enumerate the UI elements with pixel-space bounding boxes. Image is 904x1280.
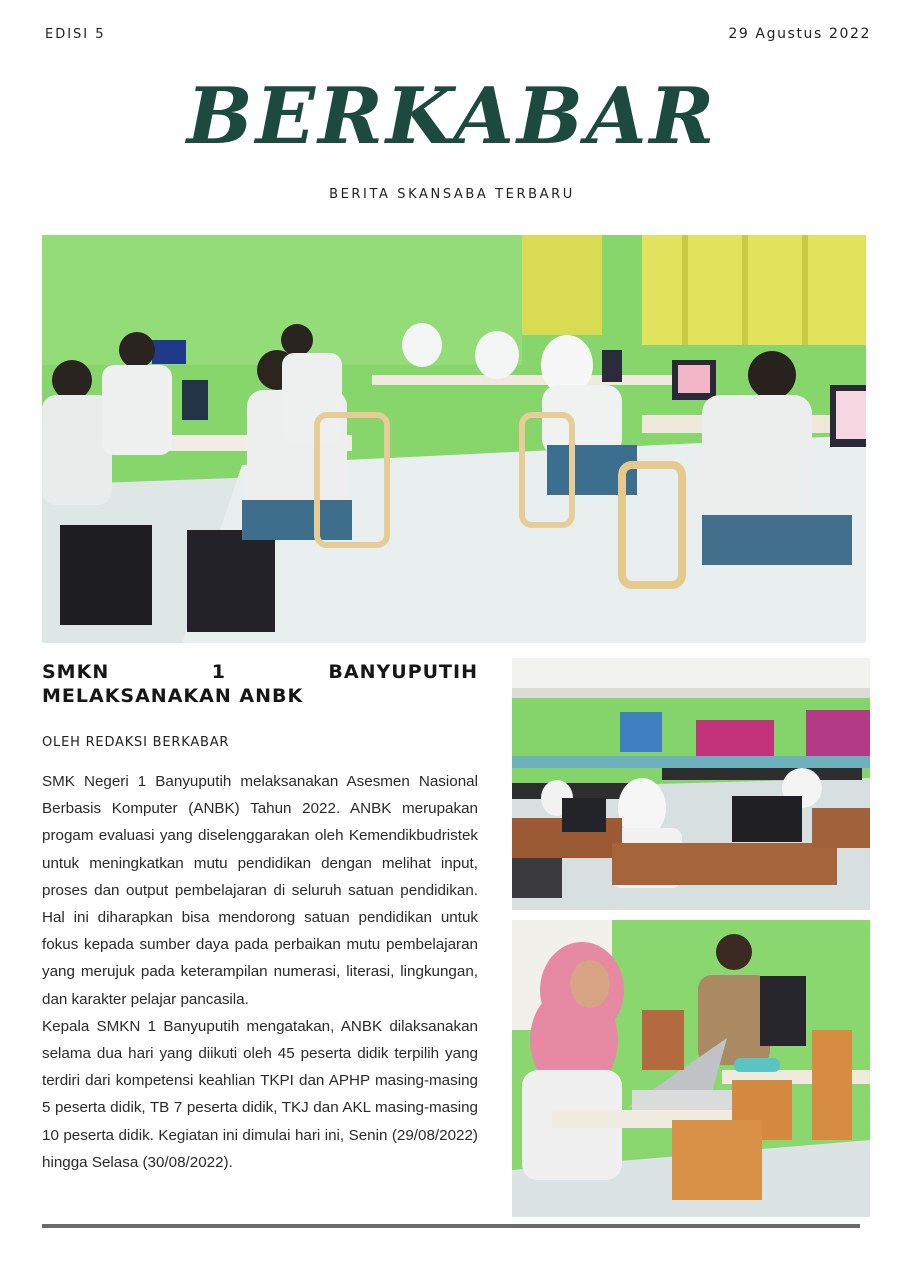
side-photo-classroom xyxy=(512,658,870,910)
article-byline: OLEH REDAKSI BERKABAR xyxy=(42,735,230,750)
article-paragraph: Kepala SMKN 1 Banyuputih mengatakan, ANBK dilaksanakan selama dua hari yang diikuti oleh 45 peserta didik terpilih yang terdiri dari kompetensi keahlian TKPI dan APHP masing-masing 5 peserta didik, TB 7 peserta didik, TKJ dan AKL masing-masing 10 peserta didik. Kegiatan ini dimulai hari ini, Senin (29/08/2022) hingga Selasa (30/08/2022). xyxy=(42,1017,478,1171)
article-headline: SMKN 1 BANYUPUTIH MELAKSANAKAN ANBK xyxy=(42,661,478,707)
bottom-divider xyxy=(42,1224,860,1228)
issue-date: 29 Agustus 2022 xyxy=(728,26,871,42)
masthead-tagline: BERITA SKANSABA TERBARU xyxy=(329,187,575,202)
main-photo xyxy=(42,235,866,643)
masthead-title: BERKABAR xyxy=(186,71,718,162)
edition-label: EDISI 5 xyxy=(45,27,106,42)
side-photo-supervision xyxy=(512,920,870,1217)
article-paragraph: SMK Negeri 1 Banyuputih melaksanakan Asesmen Nasional Berbasis Komputer (ANBK) Tahun 2022. ANBK merupakan progam evaluasi yang diselenggarakan oleh Kemendikbudristek untuk meningkatkan mutu pendidikan dengan melihat input, proses dan output pembelajaran di seluruh satuan pendidikan. Hal ini diharapkan bisa mendorong satuan pendidikan untuk fokus kepada sumber daya pada perbaikan mutu pembelajaran yang merujuk pada keterampilan numerasi, literasi, lingkungan, dan karakter pelajar pancasila. xyxy=(42,773,478,1008)
article-body xyxy=(42,768,478,1176)
